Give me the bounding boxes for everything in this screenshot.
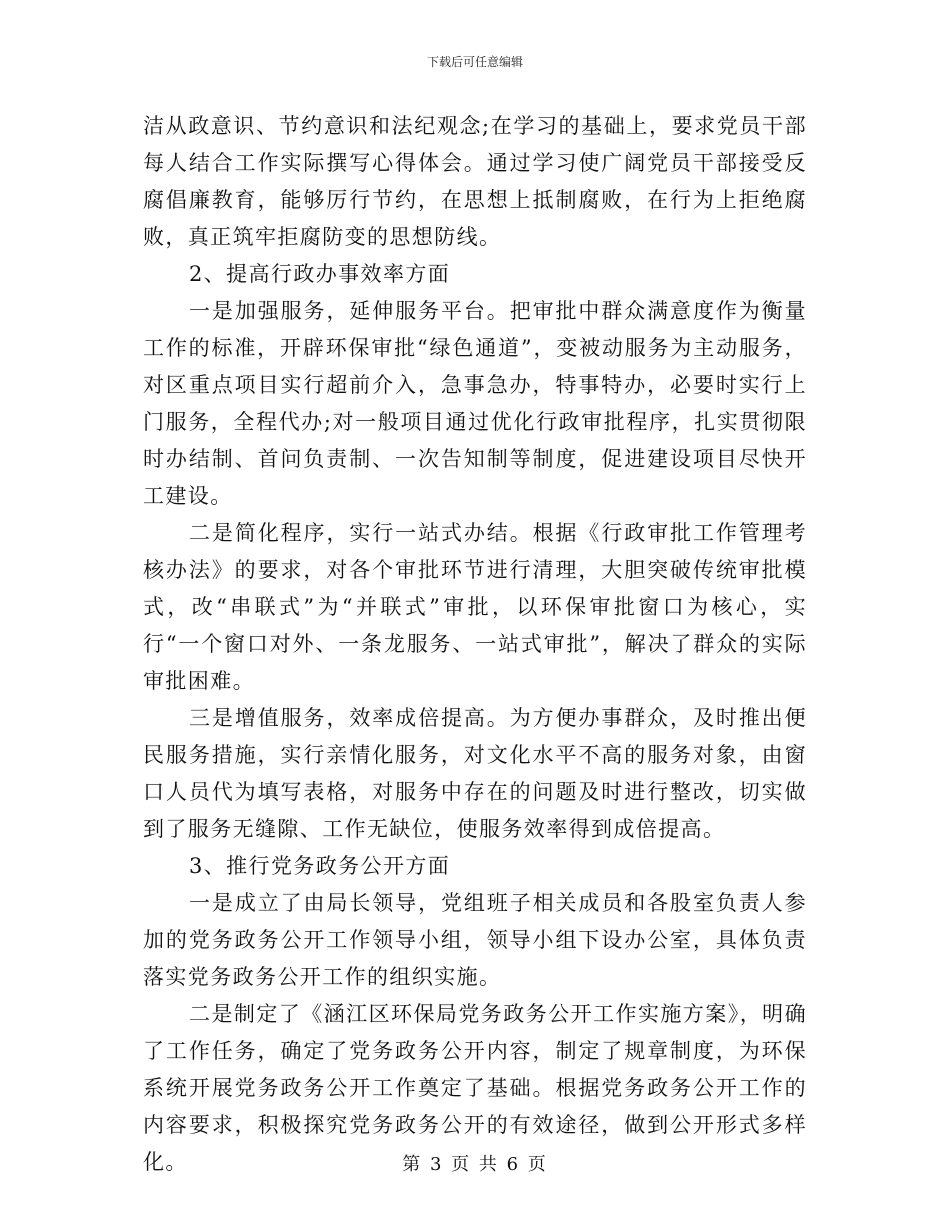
page-header: 下载后可任意编辑 [426,55,523,69]
page-number: 第 3 页 共 6 页 [402,1154,548,1175]
paragraph-continuation: 洁从政意识、节约意识和法纪观念;在学习的基础上，要求党员干部每人结合工作实际撰写心得体会。通过学习使广阔党员干部接受反腐倡廉教育，能够厉行节约，在思想上抵制腐败，在行为上拒绝腐败，真正筑牢拒腐防变的思想防线。 [143,114,807,249]
paragraph-value-added-service: 三是增值服务，效率成倍提高。为方便办事群众，及时推出便民服务措施，实行亲情化服务，对文化水平不高的服务对象，由窗口人员代为填写表格，对服务中存在的问题及时进行整改，切实做到了服务无缝隙、工作无缺位，使服务效率得到成倍提高。 [143,706,807,841]
paragraph-leading-group: 一是成立了由局长领导，党组班子相关成员和各股室负责人参加的党务政务公开工作领导小组，领导小组下设办公室，具体负责落实党务政务公开工作的组织实施。 [143,891,807,989]
section-heading-2: 2、提高行政办事效率方面 [189,262,451,286]
paragraph-simplify-procedure: 二是简化程序，实行一站式办结。根据《行政审批工作管理考核办法》的要求，对各个审批环节进行清理，大胆突破传统审批模式，改“串联式”为“并联式”审批，以环保审批窗口为核心，实行“一个窗口对外、一条龙服务、一站式审批”，解决了群众的实际审批困难。 [143,521,807,693]
paragraph-implementation-plan: 二是制定了《涵江区环保局党务政务公开工作实施方案》，明确了工作任务，确定了党务政务公开内容，制定了规章制度，为环保系统开展党务政务公开工作奠定了基础。根据党务政务公开工作的内容要求，积极探究党务政务公开的有效途径，做到公开形式多样化。 [143,1002,807,1174]
section-heading-3: 3、推行党务政务公开方面 [189,854,451,878]
document-body [143,108,807,1181]
paragraph-strengthen-service: 一是加强服务，延伸服务平台。把审批中群众满意度作为衡量工作的标准，开辟环保审批“绿色通道”，变被动服务为主动服务，对区重点项目实行超前介入，急事急办，特事特办，必要时实行上门服务，全程代办;对一般项目通过优化行政审批程序，扎实贯彻限时办结制、首问负责制、一次告知制等制度，促进建设项目尽快开工建设。 [143,299,807,508]
